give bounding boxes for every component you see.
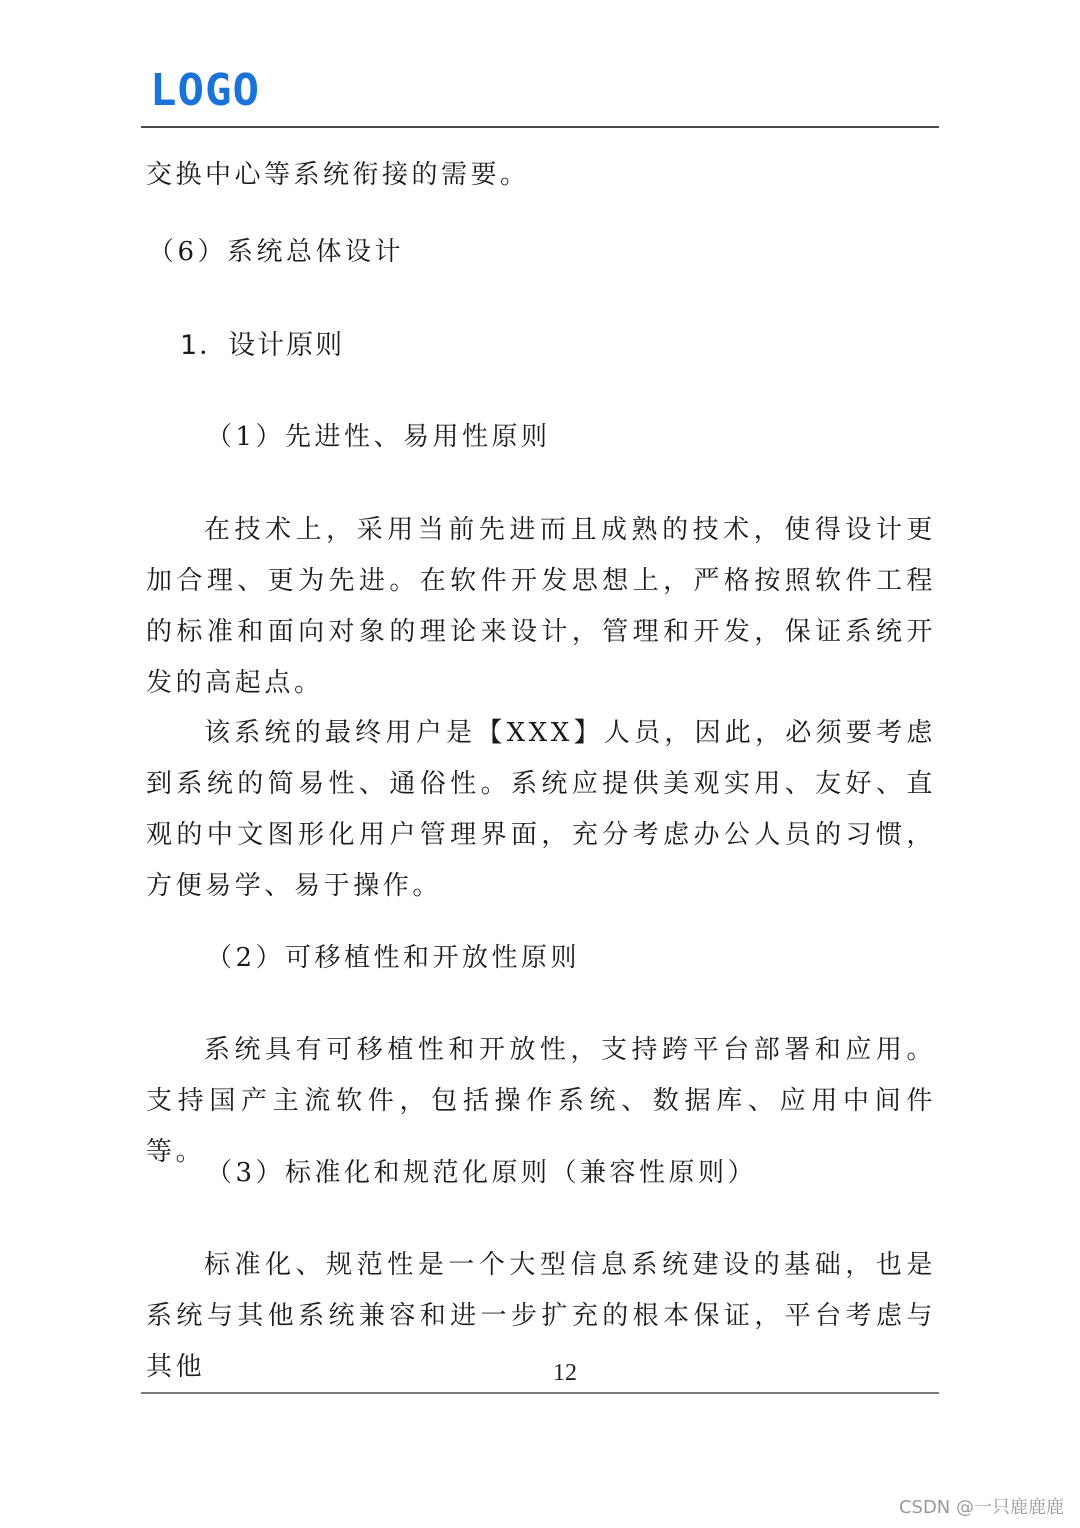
paragraph: 系统具有可移植性和开放性，支持跨平台部署和应用。支持国产主流软件，包括操作系统、数据库、应用中间件等。 [146, 1035, 936, 1167]
paragraph: 标准化、规范性是一个大型信息系统建设的基础，也是系统与其他系统兼容和进一步扩充的根本保证，平台考虑与其他 [146, 1250, 936, 1382]
paragraph: 该系统的最终用户是【XXX】人员，因此，必须要考虑到系统的简易性、通俗性。系统应提供美观实用、友好、直观的中文图形化用户管理界面，充分考虑办公人员的习惯，方便易学、易于操作。 [146, 718, 936, 901]
footer-divider [141, 1392, 939, 1394]
continuation-text: 交换中心等系统衔接的需要。 [146, 160, 530, 190]
paragraph: 在技术上，采用当前先进而且成熟的技术，使得设计更加合理、更为先进。在软件开发思想上，严格按照软件工程的标准和面向对象的理论来设计，管理和开发，保证系统开发的高起点。 [146, 515, 936, 698]
principle-title: （1）先进性、易用性原则 [206, 422, 551, 452]
logo: LOGO [150, 65, 260, 116]
principle-title: （2）可移植性和开放性原则 [206, 943, 581, 973]
page-number: 12 [553, 1360, 577, 1386]
subsection-heading: 1．设计原则 [180, 330, 345, 361]
principle-title: （3）标准化和规范化原则（兼容性原则） [206, 1158, 758, 1188]
header-divider [141, 126, 939, 128]
section-heading: （6）系统总体设计 [148, 237, 405, 267]
watermark: CSDN @一只鹿鹿鹿 [898, 1497, 1064, 1518]
